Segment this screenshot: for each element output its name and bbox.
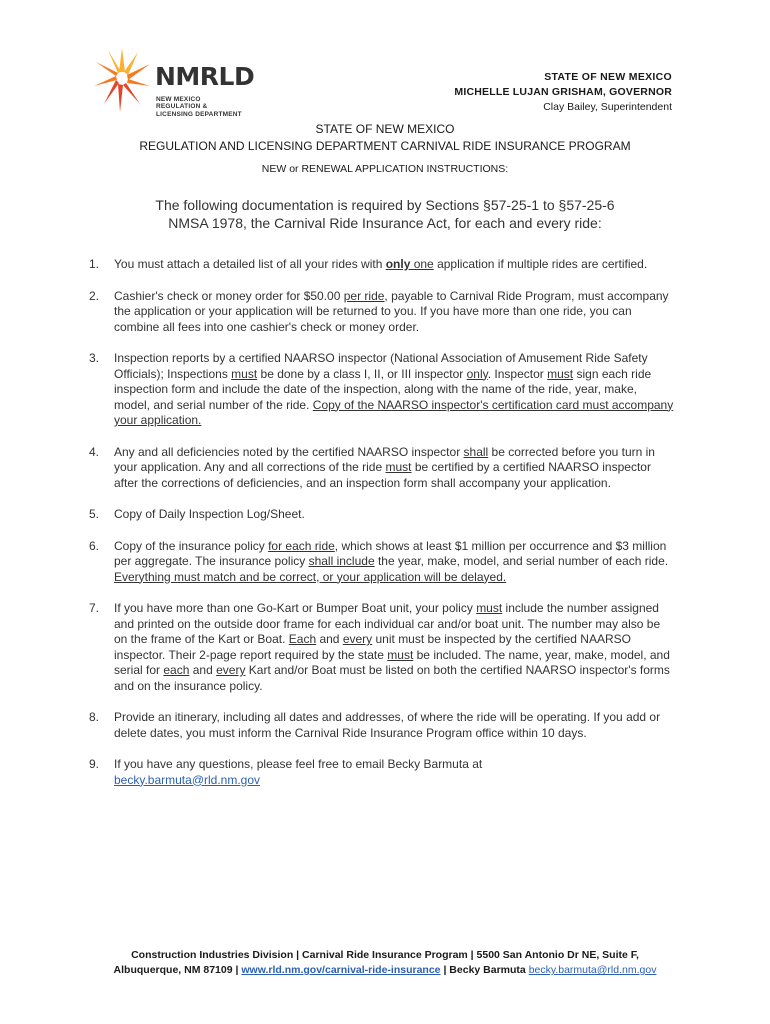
sunburst-icon: [92, 44, 152, 120]
item-text: unit must be inspected by the certified NAARSO inspector. Their 2-page report required by the state: [114, 632, 631, 662]
logo-wordmark: NMRLD: [155, 62, 255, 91]
list-item: [89, 289, 674, 336]
logo-ray: [104, 80, 119, 104]
item-number: 6.: [89, 538, 100, 553]
superintendent-name: Clay Bailey, Superintendent: [543, 101, 672, 113]
state-header: [454, 70, 672, 115]
logo-ray: [119, 48, 125, 72]
item-text: and: [316, 632, 343, 646]
item-number: 2.: [89, 288, 100, 303]
item-emphasis: every: [216, 663, 246, 677]
intro-line-1: The following documentation is required by Sections §57-25-1 to §57-25-6: [155, 197, 615, 213]
footer-email-link[interactable]: becky.barmuta@rld.nm.gov: [528, 964, 657, 976]
item-text: the year, make, model, and serial number of each ride.: [374, 554, 669, 568]
item-text: be corrected before you turn in your application. Any and all corrections of the ride: [114, 444, 655, 474]
item-text: Copy of the insurance policy: [114, 538, 269, 553]
item-text: If you have more than one Go-Kart or Bumper Boat unit, your policy: [114, 601, 477, 615]
item-text: Inspection reports by a certified NAARSO inspector (National Association of Amusement Ride Safety Officials); Inspections: [114, 351, 648, 381]
item-text: Cashier's check or money order for $50.00: [114, 288, 344, 303]
list-item: [89, 757, 674, 788]
governor-name: MICHELLE LUJAN GRISHAM, GOVERNOR: [454, 86, 672, 98]
instructions-heading: NEW or RENEWAL APPLICATION INSTRUCTIONS:: [261, 163, 509, 175]
list-item: [89, 507, 674, 523]
item-text: , payable to Carnival Ride Program, must accompany the application or your application will be returned to you. If you have more than one ride, you can combine all fees into one cashier's check or money order.: [114, 288, 669, 334]
item-text: be done by a class I, II, or III inspector: [257, 366, 467, 381]
logo-center: [117, 73, 127, 83]
item-text: Kart and/or Boat must be listed on both the certified NAARSO inspector's forms and on the insurance policy.: [114, 663, 670, 693]
logo-subtitle: NEW MEXICO REGULATION & LICENSING DEPARTMENT: [156, 96, 242, 118]
item-text: Any and all deficiencies noted by the certified NAARSO inspector: [114, 444, 464, 459]
title-line-1: STATE OF NEW MEXICO: [315, 122, 455, 136]
logo-ray: [123, 83, 140, 104]
item-text: . Inspector: [487, 366, 548, 381]
footer-website-link[interactable]: www.rld.nm.gov/carnival-ride-insurance: [241, 964, 441, 976]
item-emphasis: each: [163, 663, 190, 677]
item-text: Provide an itinerary, including all dates and addresses, of where the ride will be operating. If you add or delete dates, you must inform the Carnival Ride Insurance Program office within 10 days.: [114, 710, 661, 740]
logo-ray: [127, 79, 150, 86]
item-text: application if multiple rides are certified.: [433, 257, 648, 271]
page-footer: [0, 948, 770, 978]
item-text: Copy of Daily Inspection Log/Sheet.: [114, 507, 305, 521]
nmrld-logo: [92, 44, 272, 120]
item-emphasis: Everything must match and be correct, or your application will be delayed.: [114, 569, 507, 584]
item-emphasis: one: [410, 257, 434, 271]
item-number: 8.: [89, 710, 100, 724]
item-emphasis: Copy of the NAARSO inspector's certification card must accompany your application.: [114, 397, 674, 427]
item-text: and: [189, 663, 217, 677]
item-emphasis: must: [231, 366, 258, 381]
item-number: 3.: [89, 351, 100, 365]
list-item: [89, 539, 674, 586]
intro-line-2: NMSA 1978, the Carnival Ride Insurance Act, for each and every ride:: [168, 215, 602, 231]
logo-ray: [118, 84, 123, 112]
item-text: be certified by a certified NAARSO inspector after the corrections of deficiencies, and an inspection form shall accompany your application.: [114, 460, 651, 490]
item-text: be included. The name, year, make, model, and serial for: [114, 647, 670, 677]
item-emphasis: shall: [463, 444, 489, 459]
requirements-list: [89, 257, 674, 788]
item-number: 5.: [89, 507, 100, 521]
intro-paragraph: [0, 196, 770, 232]
contact-email-link[interactable]: becky.barmuta@rld.nm.gov: [114, 772, 261, 787]
footer-contact-name: | Becky Barmuta: [440, 964, 529, 976]
footer-line-1: Construction Industries Division | Carnival Ride Insurance Program | 5500 San Antonio Dr NE, Suite F,: [131, 949, 639, 961]
footer-line-2: [0, 963, 770, 978]
item-emphasis: per ride: [343, 288, 385, 303]
item-text: include the number assigned and printed on the outside door frame for each individual car and/or boat unit. The number may also be on the frame of the Kart or Boat.: [114, 601, 661, 646]
list-item: [89, 257, 674, 273]
item-emphasis: for each ride: [268, 538, 335, 553]
item-emphasis: shall include: [308, 554, 375, 568]
list-item: [89, 710, 674, 741]
item-emphasis: must: [547, 366, 574, 381]
list-item: [89, 351, 674, 429]
item-text: If you have any questions, please feel free to email Becky Barmuta at: [114, 757, 483, 771]
title-line-2: REGULATION AND LICENSING DEPARTMENT CARNIVAL RIDE INSURANCE PROGRAM: [139, 139, 631, 153]
item-emphasis: Each: [288, 632, 317, 646]
item-number: 4.: [89, 444, 100, 459]
item-emphasis: must: [387, 647, 414, 662]
item-emphasis: every: [342, 632, 373, 646]
item-emphasis: must: [385, 460, 412, 474]
list-item: [89, 445, 674, 492]
document-title: [0, 121, 770, 178]
item-text: sign each ride inspection form and include the date of the inspection, along with the name of the ride, year, make, model, and serial number of the ride.: [114, 366, 652, 412]
item-number: 1.: [89, 257, 100, 271]
item-emphasis: only: [385, 257, 411, 271]
list-item: [89, 601, 674, 694]
item-number: 9.: [89, 757, 100, 771]
item-emphasis: must: [476, 601, 503, 615]
footer-address: Albuquerque, NM 87109 |: [113, 964, 242, 976]
item-text: You must attach a detailed list of all your rides with: [114, 257, 386, 271]
state-name: STATE OF NEW MEXICO: [544, 71, 672, 83]
item-text: , which shows at least $1 million per occurrence and $3 million per aggregate. The insurance policy: [114, 538, 667, 568]
item-emphasis: only: [466, 366, 488, 381]
logo-ray: [94, 76, 117, 86]
item-number: 7.: [89, 601, 100, 615]
